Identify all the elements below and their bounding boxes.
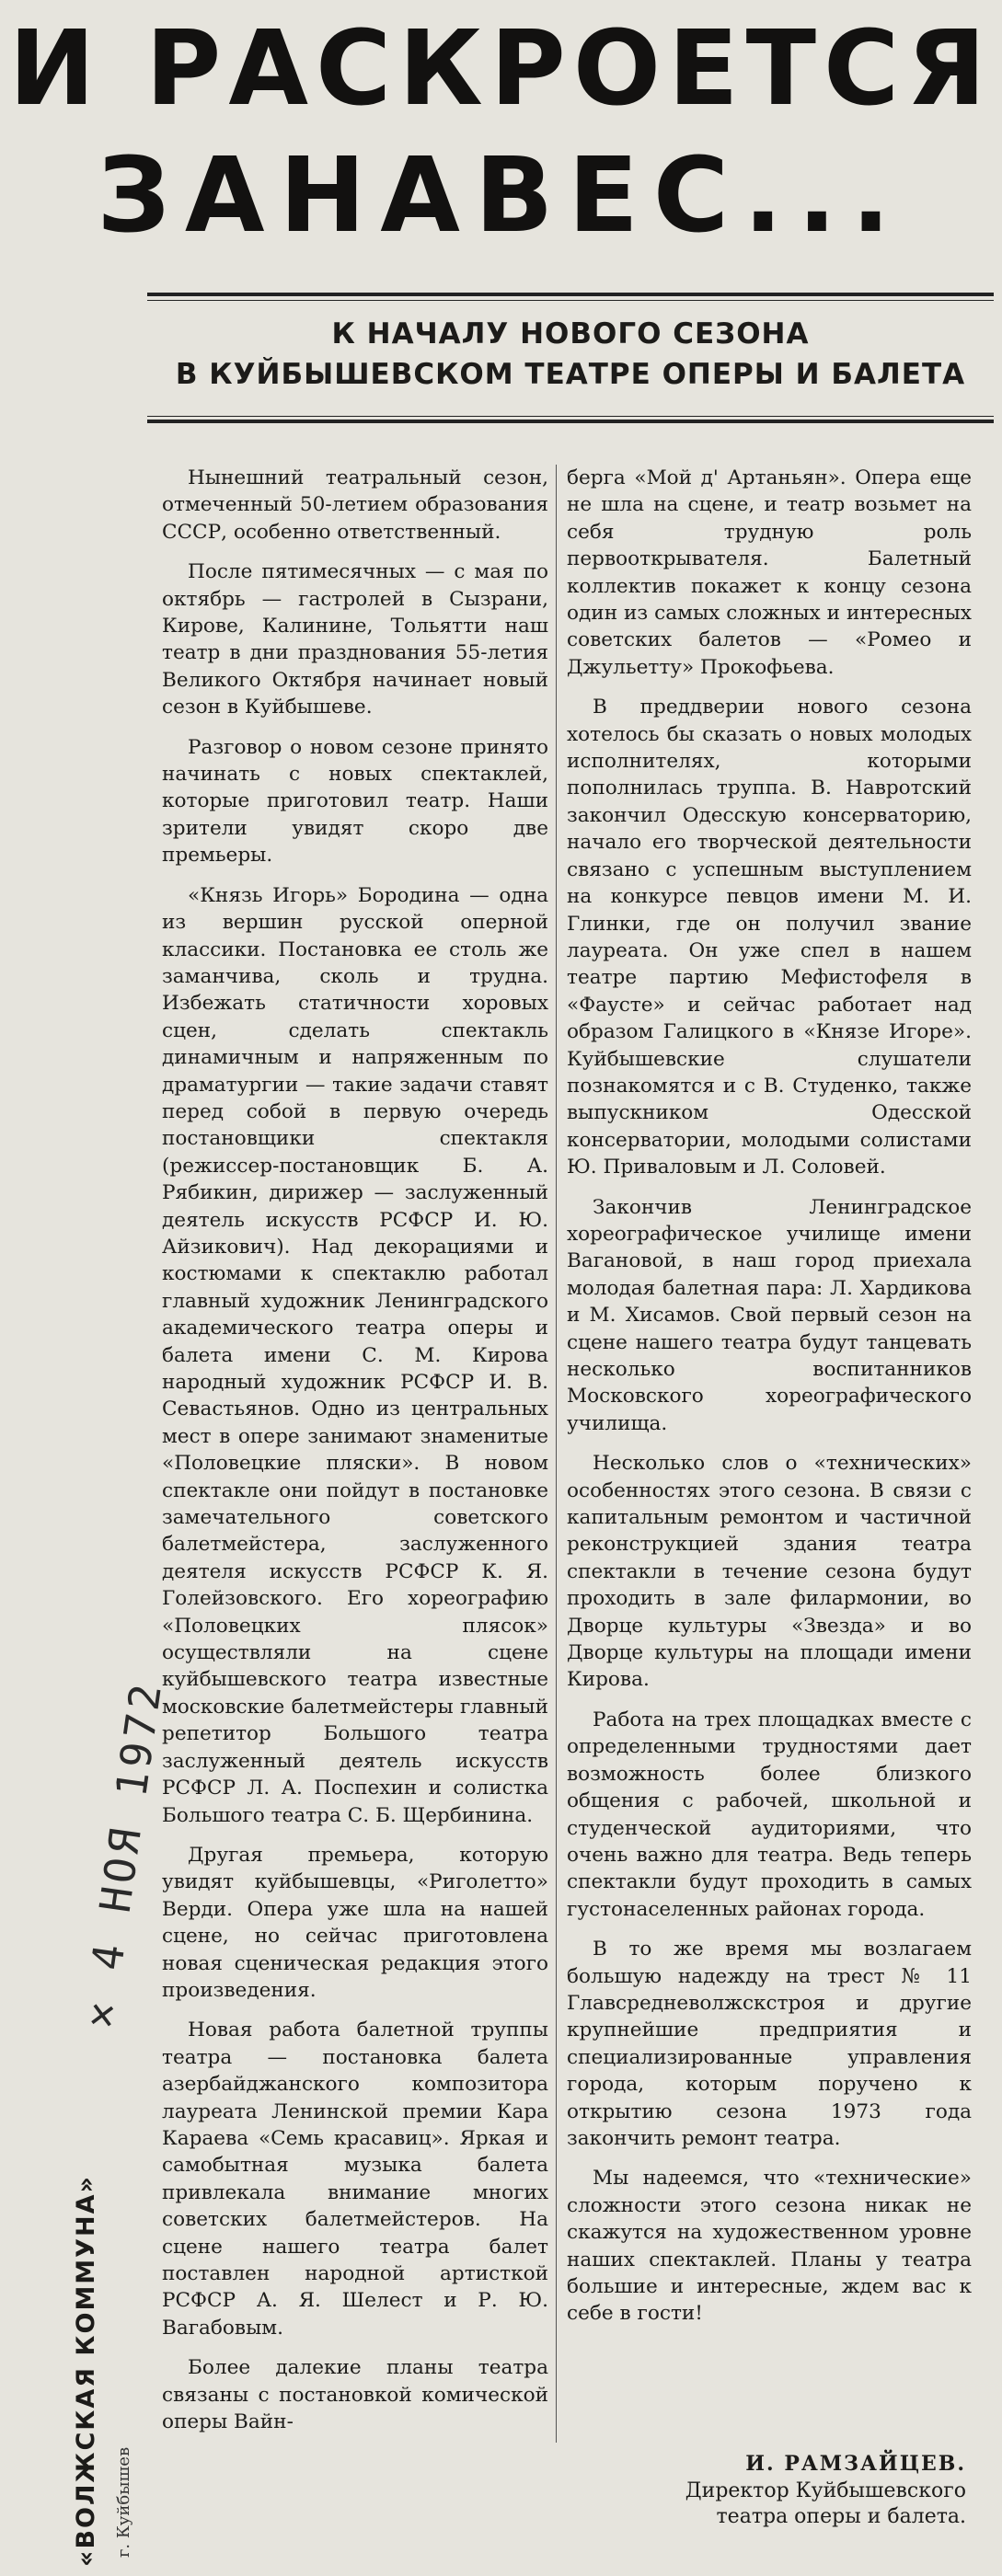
top-divider-thin [147,300,994,301]
paragraph: Нынешний театральный сезон, отмеченный 50-летием образования СССР, особенно ответственный. [162,466,548,544]
stamp-mark-icon: ✕ [74,1966,132,2031]
headline-line-1: И РАСКРОЕТСЯ [8,9,994,129]
column-divider [556,465,557,2443]
article-right-column [567,465,972,2340]
stamp-date: 4 НОЯ 1972 [81,1677,172,1973]
paragraph: Более далекие планы театра связаны с постановкой комической оперы Вайн- [162,2356,548,2434]
paragraph: В то же время мы возлагаем большую надежду на трест № 11 Главсредневолжскстроя и другие крупнейшие предприятия и специализированные управления города, которым поручено к открытию сезона 1973 года закончить ремонт театра. [567,1938,972,2150]
author-role-line-2: театра оперы и балета. [716,2505,966,2528]
top-divider [147,293,994,296]
paragraph: Разговор о новом сезоне принято начинать с новых спектаклей, которые приготовил театр. Наши зрители увидят скоро две премьеры. [162,735,548,868]
newspaper-city: г. Куйбышев [114,2446,133,2558]
paragraph: Другая премьера, которую увидят куйбышевцы, «Риголетто» Верди. Опера уже шла на нашей сцене, но сейчас приготовлена новая сценическая редакция этого произведения. [162,1843,548,2002]
article-left-column [162,465,548,2448]
paragraph: После пятимесячных — с мая по октябрь — гастролей в Сызрани, Кирове, Калинине, Тольятти наш театр в дни празднования 55-летия Великого Октября начинает новый сезон в Куйбышеве. [162,560,548,719]
paragraph: Несколько слов о «технических» особенностях этого сезона. В связи с капитальным ремонтом и частичной реконструкцией здания театра спектакли в течение сезона будут проходить в зале филармонии, во Дворце культуры «Звезда» и во Дворце культуры на площади имени Кирова. [567,1452,972,1692]
paragraph: Мы надеемся, что «технические» сложности этого сезона никак не скажутся на художественном уровне наших спектаклей. Планы у театра большие и интересные, ждем вас к себе в гости! [567,2167,972,2326]
paragraph: В преддверии нового сезона хотелось бы сказать о новых молодых исполнителях, которыми пополнилась труппа. В. Навротский закончил Одесскую консерваторию, начало его творческой деятельности связано с успешным выступлением на конкурсе певцов имени М. И. Глинки, где он получил звание лауреата. Он уже спел в нашем театре партию Мефистофеля в «Фаусте» и сейчас работает над образом Галицкого в «Князе Игоре». Куйбышевские слушатели познакомятся и с В. Студенко, также выпускником Одесской консерватории, молодыми солистами Ю. Приваловым и Л. Соловей. [567,696,972,1179]
author-name: И. РАМЗАЙЦЕВ. [745,2452,966,2476]
subheadline-line-2: В КУЙБЫШЕВСКОМ ТЕАТРЕ ОПЕРЫ И БАЛЕТА [175,358,966,391]
bottom-divider [147,420,994,423]
paragraph: Закончив Ленинградское хореографическое училище имени Вагановой, в наш город приехала молодая балетная пара: Л. Хардикова и М. Хисамов. Свой первый сезон на сцене нашего театра будут танцевать несколько воспитанников Московского хореографического училища. [567,1195,972,1435]
headline-line-2: ЗАНАВЕС... [97,136,905,256]
subheadline-line-1: К НАЧАЛУ НОВОГО СЕЗОНА [331,317,810,351]
author-role: Директор Куйбышевского [685,2479,966,2502]
paragraph: «Князь Игорь» Бородина — одна из вершин русской оперной классики. Постановка ее столь же заманчива, сколь и трудна. Избежать статичности хоровых сцен, сделать спектакль динамичным и напряженным по драматургии — такие задачи ставят перед собой в первую очередь постановщики спектакля (режиссер-постановщик Б. А. Рябикин, дирижер — заслуженный деятель искусств РСФСР И. Ю. Айзикович). Над декорациями и костюмами к спектаклю работал главный художник Ленинградского академического театра оперы и балета имени С. М. Кирова народный художник РСФСР И. В. Севастьянов. Одно из центральных мест в опере занимают знаменитые «Половецкие пляски». В новом спектакле они пойдут в постановке замечательного советского балетмейстера, заслуженного деятеля искусств РСФСР К. Я. Голейзовского. Его хореографию «Половецких плясок» осуществляли на сцене куйбышевского театра известные московские балетмейстеры главный репетитор Большого театра заслуженный деятель искусств РСФСР Л. А. Поспехин и солистка Большого театра С. Б. Щербинина. [162,883,548,1827]
paragraph: Работа на трех площадках вместе с определенными трудностями дает возможность более близкого общения с рабочей, школьной и студенческой аудиториями, что очень важно для театра. Ведь теперь спектакли будут проходить в самых густонаселенных районах города. [567,1708,972,1921]
bottom-divider-thin [147,416,994,417]
paragraph: Новая работа балетной труппы театра — постановка балета азербайджанского композитора лауреата Ленинской премии Кара Караева «Семь красавиц». Яркая и самобытная музыка балета привлекала внимание многих советских балетмейстеров. На сцене нашего театра балет поставлен народной артисткой РСФСР А. Я. Шелест и Р. Ю. Вагабовым. [162,2018,548,2340]
newspaper-name: «ВОЛЖСКАЯ КОММУНА» [72,2175,100,2567]
paragraph: берга «Мой д' Артаньян». Опера еще не шла на сцене, и театр возьмет на себя трудную роль первооткрывателя. Балетный коллектив покажет к концу сезона один из самых сложных и интересных советских балетов — «Ромео и Джульетту» Прокофьева. [567,466,972,679]
date-stamp [74,1677,171,2030]
